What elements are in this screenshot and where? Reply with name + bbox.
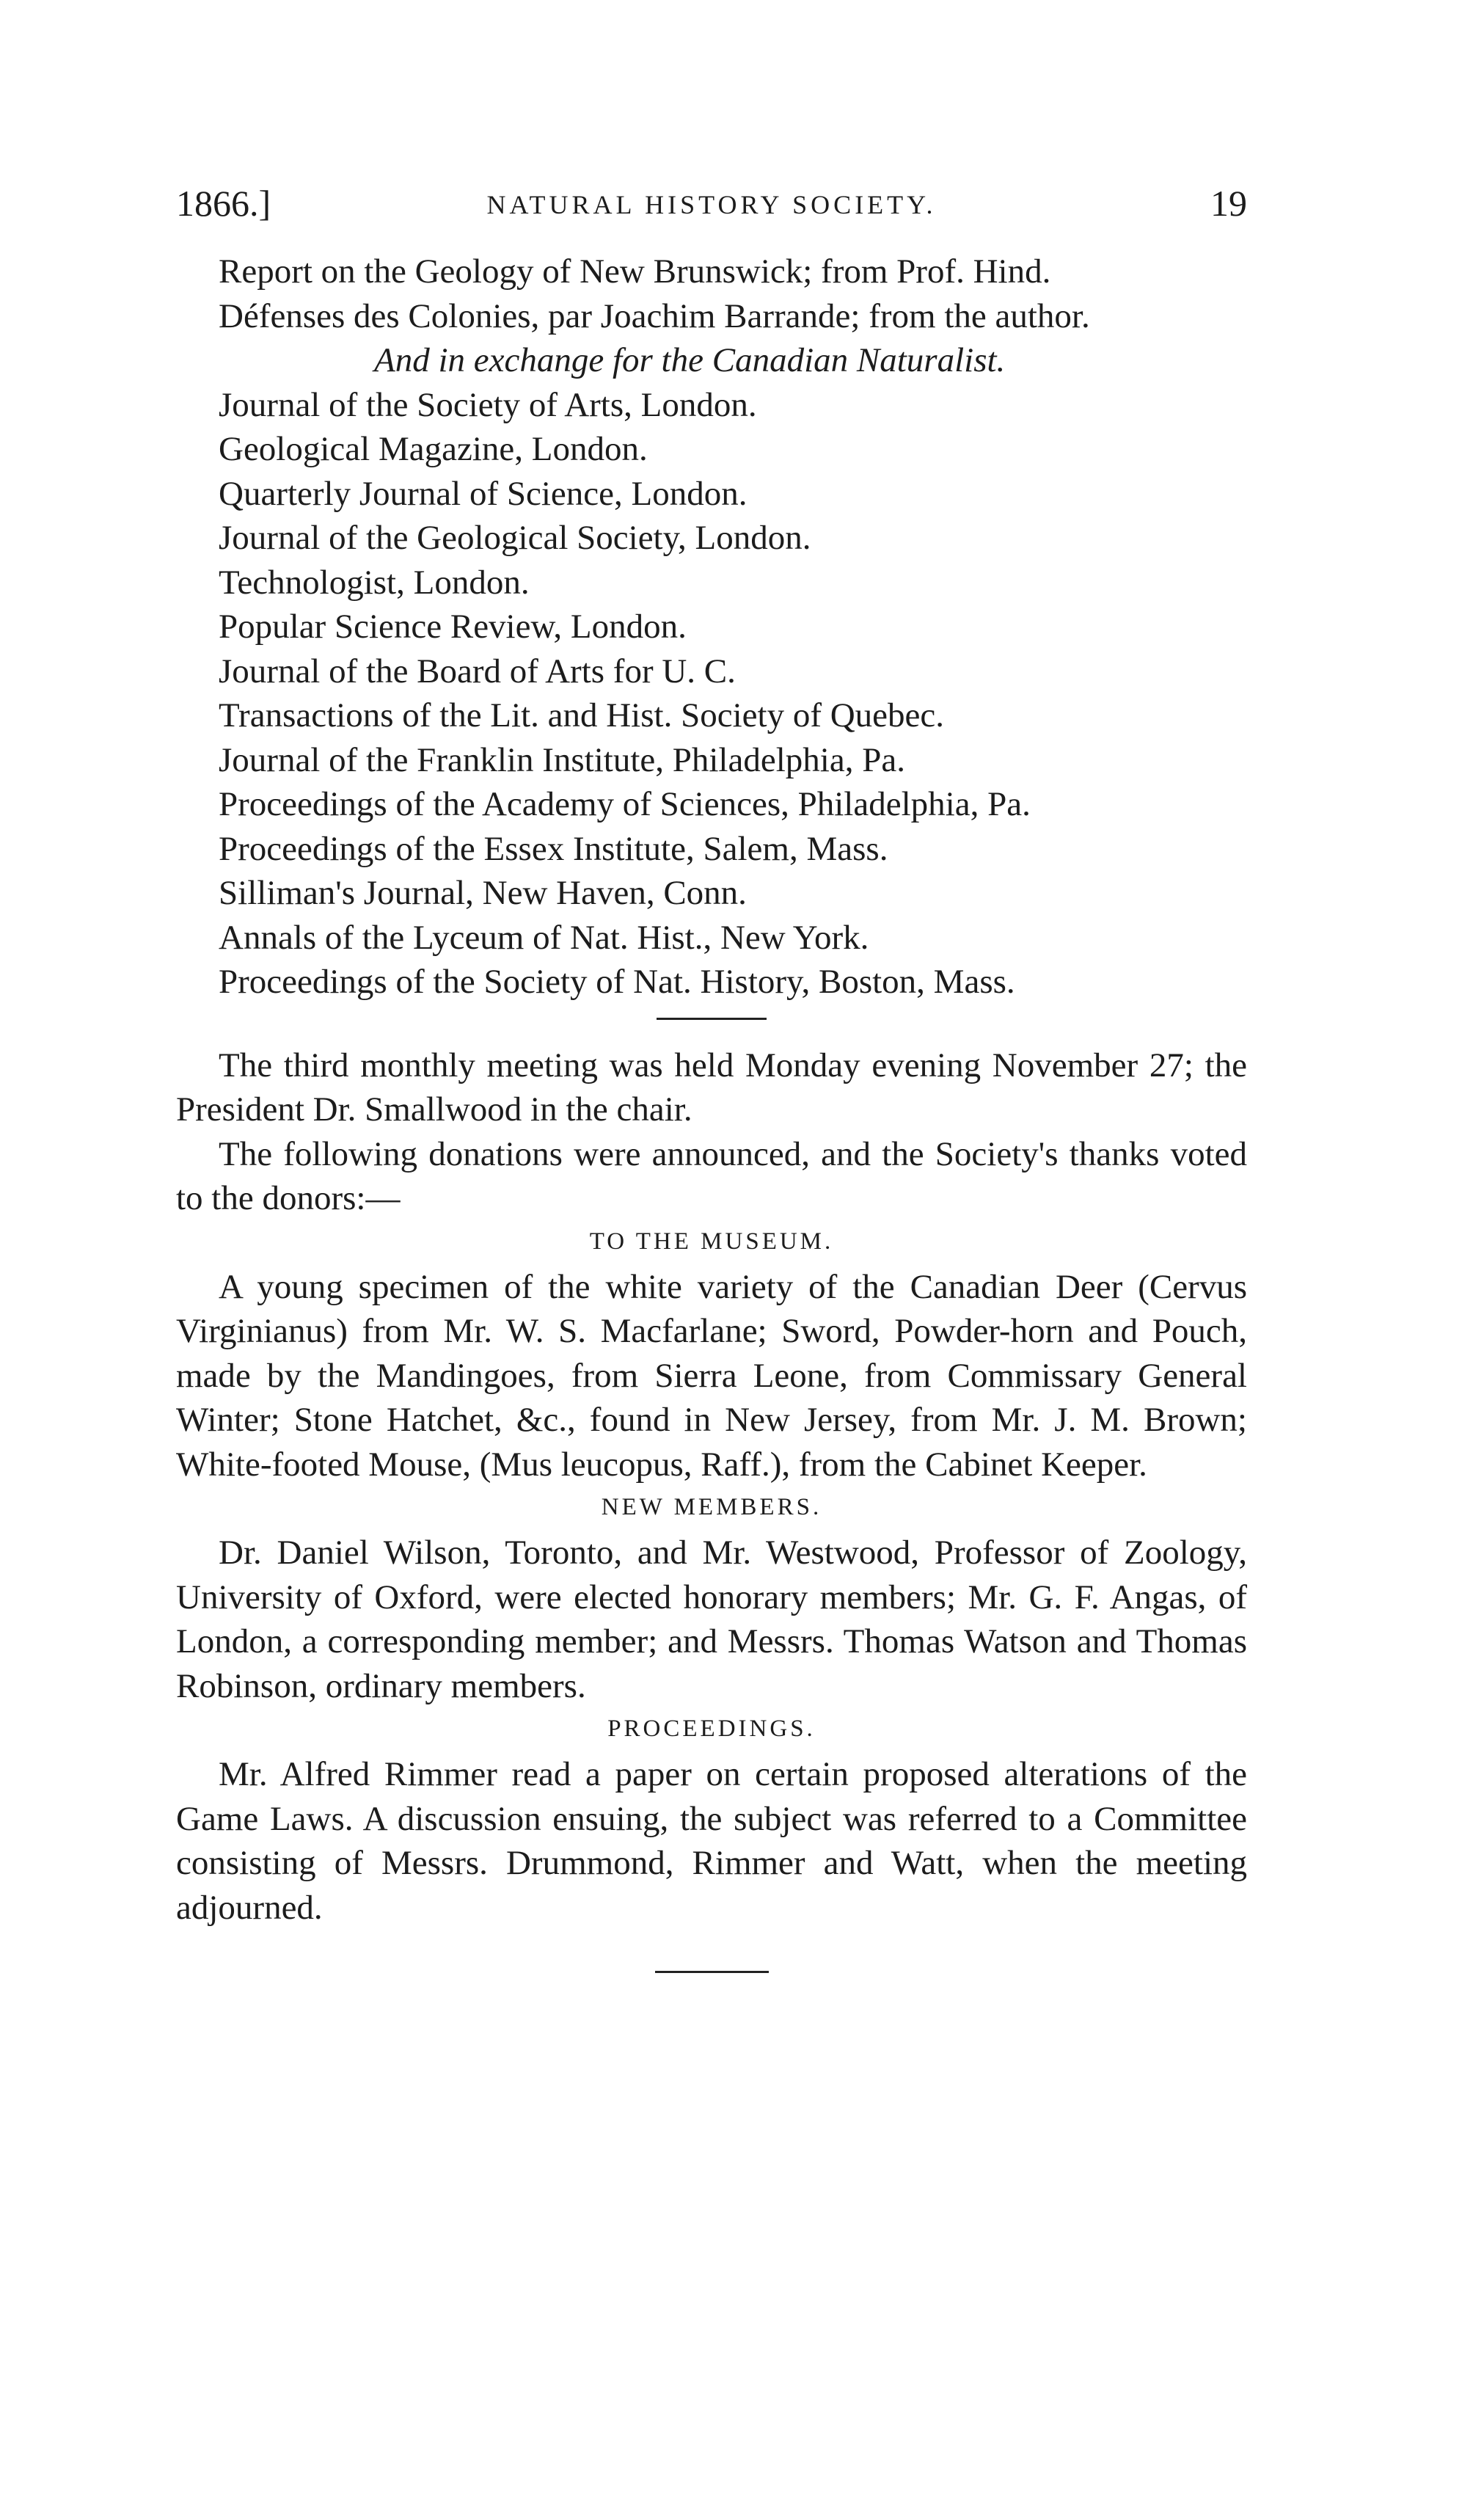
donation-list bbox=[176, 249, 1247, 338]
exchange-item: Journal of the Society of Arts, London. bbox=[219, 385, 757, 424]
exchange-item: Proceedings of the Society of Nat. History, Boston, Mass. bbox=[219, 963, 1015, 1001]
new-members-heading: NEW MEMBERS. bbox=[601, 1494, 822, 1520]
running-head bbox=[176, 182, 1247, 233]
donation-item: Défenses des Colonies, par Joachim Barrande; from the author. bbox=[219, 296, 1090, 335]
proceedings-heading: PROCEEDINGS. bbox=[607, 1715, 816, 1742]
museum-heading: TO THE MUSEUM. bbox=[589, 1228, 834, 1255]
donations-announced-paragraph: The following donations were announced, and the Society's thanks voted to the donors:— bbox=[176, 1134, 1247, 1217]
exchange-item: Technologist, London. bbox=[219, 563, 530, 602]
donation-item: Report on the Geology of New Brunswick; from Prof. Hind. bbox=[219, 252, 1051, 291]
exchange-item: Proceedings of the Essex Institute, Salem, Mass. bbox=[219, 829, 888, 868]
new-members-paragraph: Dr. Daniel Wilson, Toronto, and Mr. Westwood, Professor of Zoology, University of Oxford, were elected honorary members; Mr. G. F. Angas, of London, a corresponding member; and Messrs. Thomas Watson and Thomas Robinson, ordinary members. bbox=[176, 1534, 1247, 1705]
text-column bbox=[176, 249, 1247, 1973]
meeting-intro-paragraph: The third monthly meeting was held Monday evening November 27; the President Dr. Smallwood in the chair. bbox=[176, 1046, 1247, 1128]
proceedings-paragraph: Mr. Alfred Rimmer read a paper on certain proposed alterations of the Game Laws. A discussion ensuing, the subject was referred to a Committee consisting of Messrs. Drummond, Rimmer and Watt, when the meeting adjourned. bbox=[176, 1755, 1247, 1927]
exchange-item: Journal of the Franklin Institute, Philadelphia, Pa. bbox=[219, 740, 905, 779]
exchange-item: Annals of the Lyceum of Nat. Hist., New York. bbox=[219, 918, 869, 957]
exchange-item: Silliman's Journal, New Haven, Conn. bbox=[219, 874, 747, 912]
exchange-item: Popular Science Review, London. bbox=[219, 608, 687, 646]
museum-paragraph: A young specimen of the white variety of the Canadian Deer (Cervus Virginianus) from Mr. W. S. Macfarlane; Sword, Powder-horn and Pouch, made by the Mandingoes, from Sierra Leone, from Commissary General Winter; Stone Hatchet, &c., found in New Jersey, from Mr. J. M. Brown; White-footed Mouse, (Mus leucopus, Raff.), from the Cabinet Keeper. bbox=[176, 1267, 1247, 1484]
exchange-item: Journal of the Board of Arts for U. C. bbox=[219, 652, 736, 690]
end-divider bbox=[655, 1971, 769, 1973]
exchange-heading: And in exchange for the Canadian Naturalist. bbox=[374, 341, 1006, 379]
exchange-item: Geological Magazine, London. bbox=[219, 430, 648, 468]
exchange-item: Transactions of the Lit. and Hist. Society of Quebec. bbox=[219, 696, 944, 734]
exchange-item: Journal of the Geological Society, London. bbox=[219, 519, 811, 557]
running-head-year: 1866.] bbox=[176, 183, 271, 224]
exchange-item: Proceedings of the Academy of Sciences, Philadelphia, Pa. bbox=[219, 785, 1031, 823]
section-divider bbox=[657, 1018, 767, 1020]
exchange-list bbox=[176, 383, 1247, 1004]
exchange-item: Quarterly Journal of Science, London. bbox=[219, 474, 748, 513]
page-number: 19 bbox=[1210, 183, 1247, 224]
running-head-title: NATURAL HISTORY SOCIETY. bbox=[486, 190, 937, 219]
